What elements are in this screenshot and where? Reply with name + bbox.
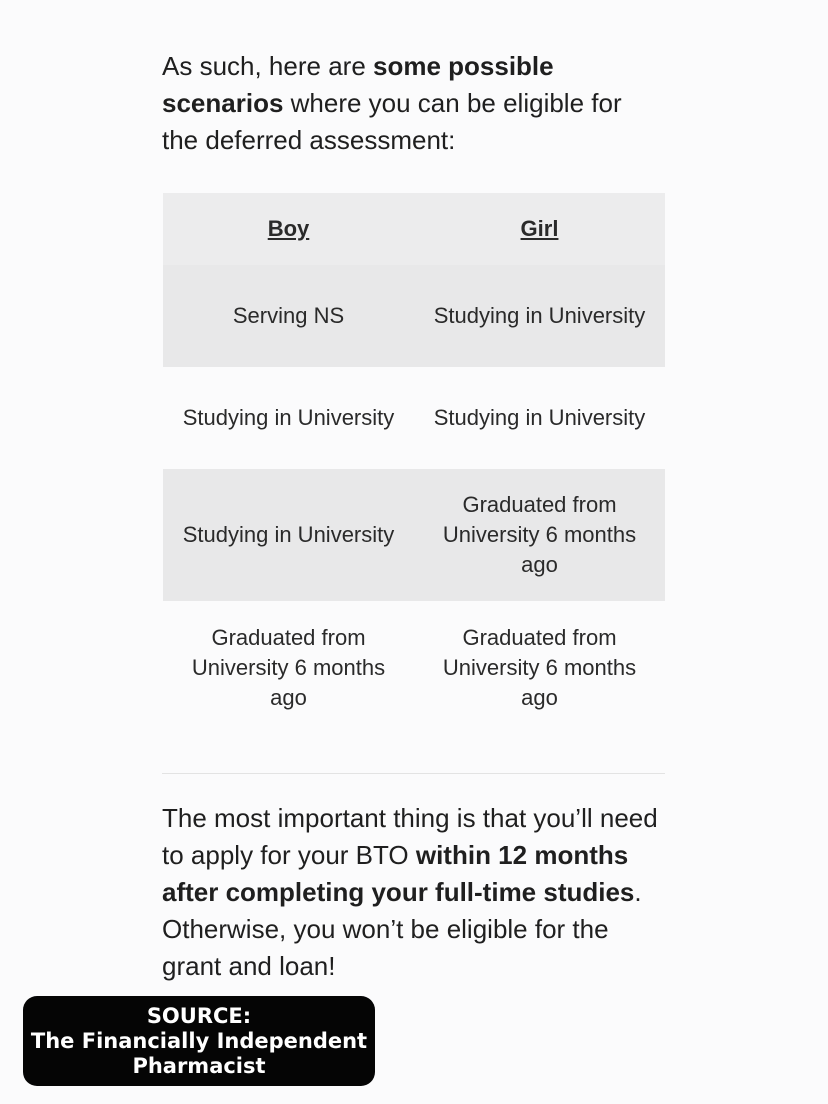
outro-bold-text: within 12 months after completing your full-time studies: [162, 840, 635, 907]
cell-girl: Graduated from University 6 months ago: [414, 469, 665, 601]
section-divider: [162, 773, 665, 774]
cell-girl: Studying in University: [414, 265, 665, 367]
intro-bold-text: some possible scenarios: [162, 51, 554, 118]
header-boy: Boy: [163, 193, 414, 265]
cell-girl: Graduated from University 6 months ago: [442, 625, 637, 710]
table-row: [163, 601, 665, 735]
cell-boy: Serving NS: [163, 265, 414, 367]
intro-paragraph: [162, 48, 662, 159]
cell-boy: Studying in University: [182, 405, 395, 430]
source-badge: [23, 996, 375, 1086]
table-row: [163, 469, 665, 601]
scenarios-table: [163, 193, 665, 735]
outro-text-2: . Otherwise, you won’t be eligible for the grant and loan!: [162, 877, 642, 981]
intro-text-1: As such, here are: [162, 51, 373, 81]
table-row: [163, 265, 665, 367]
cell-girl: Studying in University: [433, 405, 646, 430]
header-girl: Girl: [414, 193, 665, 265]
source-label: SOURCE:: [146, 1003, 252, 1028]
source-name-line-1: The Financially Independent: [30, 1028, 368, 1053]
table-row: [163, 367, 665, 469]
outro-paragraph: [162, 800, 662, 985]
intro-text-2: where you can be eligible for the deferred assessment:: [162, 88, 622, 155]
cell-boy: Studying in University: [163, 469, 414, 601]
cell-boy: Graduated from University 6 months ago: [191, 625, 386, 710]
outro-text-1: The most important thing is that you’ll need to apply for your BTO: [162, 803, 658, 870]
source-name-line-2: Pharmacist: [132, 1053, 266, 1078]
table-header-row: [163, 193, 665, 265]
